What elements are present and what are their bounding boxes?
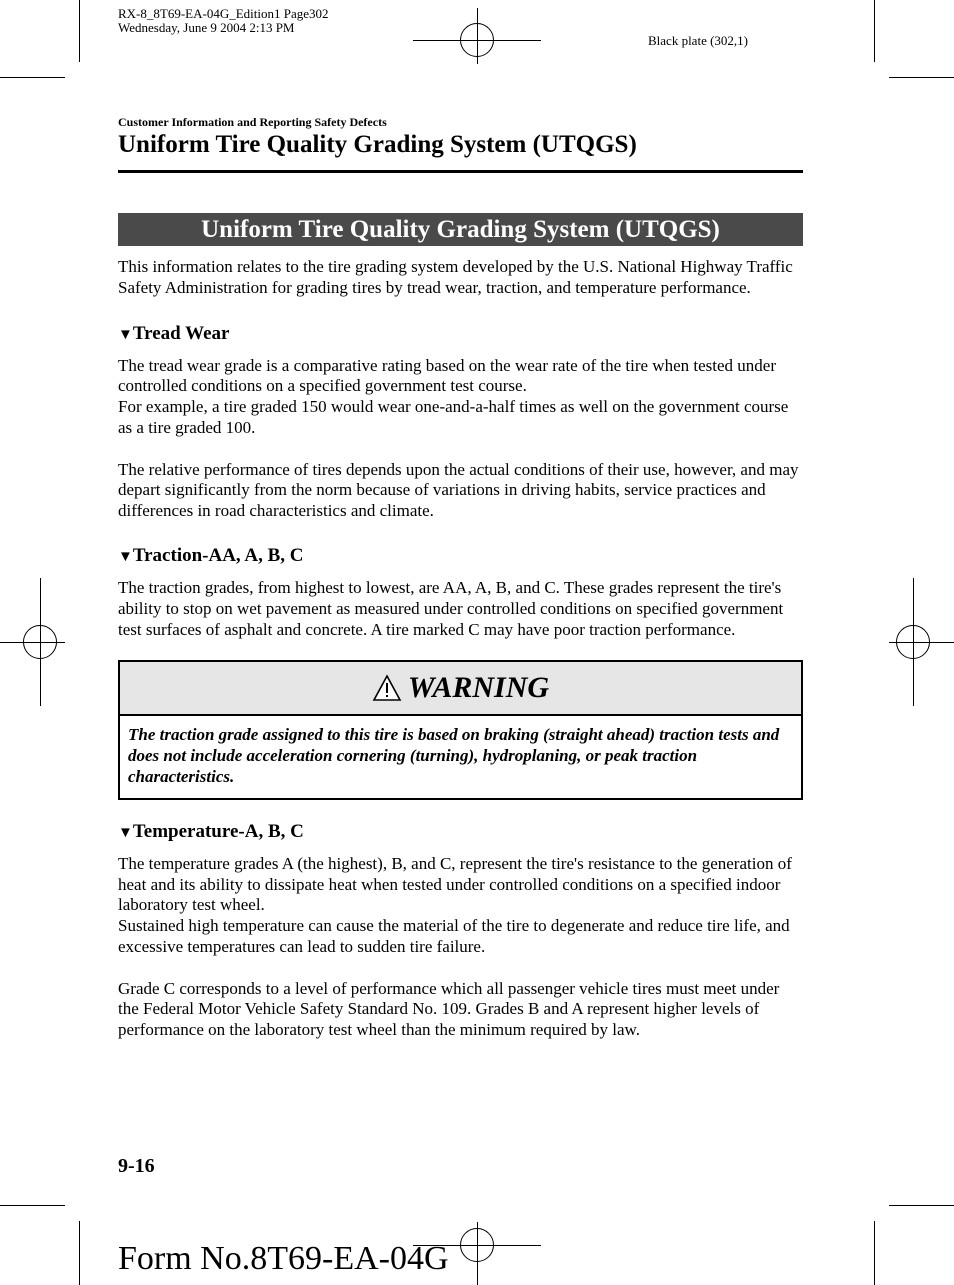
heading-tread-wear-text: Tread Wear bbox=[132, 322, 230, 344]
registration-circle bbox=[460, 23, 494, 57]
triangle-bullet-icon: ▼ bbox=[118, 548, 133, 565]
section-banner: Uniform Tire Quality Grading System (UTQGS) bbox=[118, 213, 803, 246]
page-number: 9-16 bbox=[118, 1155, 155, 1177]
crop-mark bbox=[874, 1221, 875, 1285]
print-meta bbox=[118, 7, 329, 35]
traction-paragraph: The traction grades, from highest to lowest, are AA, A, B, and C. These grades represent the tire's ability to stop on wet pavement as measured under controlled conditions on specified government test surfaces of asphalt and concrete. A tire marked C may have poor traction performance. bbox=[118, 577, 784, 639]
heading-temperature-text: Temperature-A, B, C bbox=[132, 820, 304, 842]
warning-box bbox=[118, 660, 803, 799]
print-timestamp: Wednesday, June 9 2004 2:13 PM bbox=[118, 20, 295, 35]
main-content bbox=[118, 257, 804, 1041]
page-title: Uniform Tire Quality Grading System (UTQGS) bbox=[118, 131, 637, 158]
warning-triangle-icon bbox=[372, 674, 402, 702]
registration-circle bbox=[460, 1228, 494, 1262]
warning-title: WARNING bbox=[407, 671, 550, 705]
crop-mark bbox=[889, 1205, 954, 1206]
heading-traction-text: Traction-AA, A, B, C bbox=[132, 544, 304, 566]
crop-mark bbox=[889, 77, 954, 78]
crop-mark bbox=[0, 1205, 65, 1206]
crop-mark bbox=[0, 77, 65, 78]
intro-paragraph: This information relates to the tire grading system developed by the U.S. National Highway Traffic Safety Administration for grading tires by tread wear, traction, and temperature performance. bbox=[118, 257, 793, 297]
crop-mark bbox=[79, 1221, 80, 1285]
temperature-paragraph: Grade C corresponds to a level of performance which all passenger vehicle tires must meet under the Federal Motor Vehicle Safety Standard No. 109. Grades B and A represent higher levels of performance on the laboratory test wheel than the minimum required by law. bbox=[118, 978, 780, 1040]
warning-header bbox=[120, 662, 801, 716]
triangle-bullet-icon: ▼ bbox=[118, 824, 133, 841]
triangle-bullet-icon: ▼ bbox=[118, 326, 133, 343]
crop-mark bbox=[874, 0, 875, 62]
section-label: Customer Information and Reporting Safety Defects bbox=[118, 115, 387, 129]
print-file-name: RX-8_8T69-EA-04G_Edition1 Page302 bbox=[118, 6, 329, 21]
tread-wear-paragraph: The tread wear grade is a comparative rating based on the wear rate of the tire when tested under controlled conditions on a specified government test course. bbox=[118, 355, 776, 396]
heading-traction bbox=[118, 544, 804, 569]
form-number: Form No.8T69-EA-04G bbox=[118, 1240, 449, 1277]
heading-temperature bbox=[118, 820, 804, 845]
temperature-paragraph: Sustained high temperature can cause the material of the tire to degenerate and reduce tire life, and excessive temperatures can lead to sudden tire failure. bbox=[118, 916, 790, 956]
warning-body: The traction grade assigned to this tire is based on braking (straight ahead) traction tests and does not include acceleration cornering (turning), hydroplaning, or peak traction characteristics. bbox=[128, 725, 780, 786]
tread-wear-paragraph: For example, a tire graded 150 would wear one-and-a-half times as well on the government course as a tire graded 100. bbox=[118, 397, 789, 437]
heading-tread-wear bbox=[118, 322, 804, 347]
tread-wear-paragraph: The relative performance of tires depends upon the actual conditions of their use, however, and may depart significantly from the norm because of variations in driving habits, service practices and differences in road characteristics and climate. bbox=[118, 459, 799, 521]
plate-label: Black plate (302,1) bbox=[648, 33, 748, 48]
title-rule bbox=[118, 170, 803, 173]
crop-mark bbox=[79, 0, 80, 62]
registration-circle bbox=[896, 625, 930, 659]
temperature-paragraph: The temperature grades A (the highest), B, and C, represent the tire's resistance to the generation of heat and its ability to dissipate heat when tested under controlled conditions on a specified indoor laboratory test wheel. bbox=[118, 853, 792, 915]
registration-circle bbox=[23, 625, 57, 659]
